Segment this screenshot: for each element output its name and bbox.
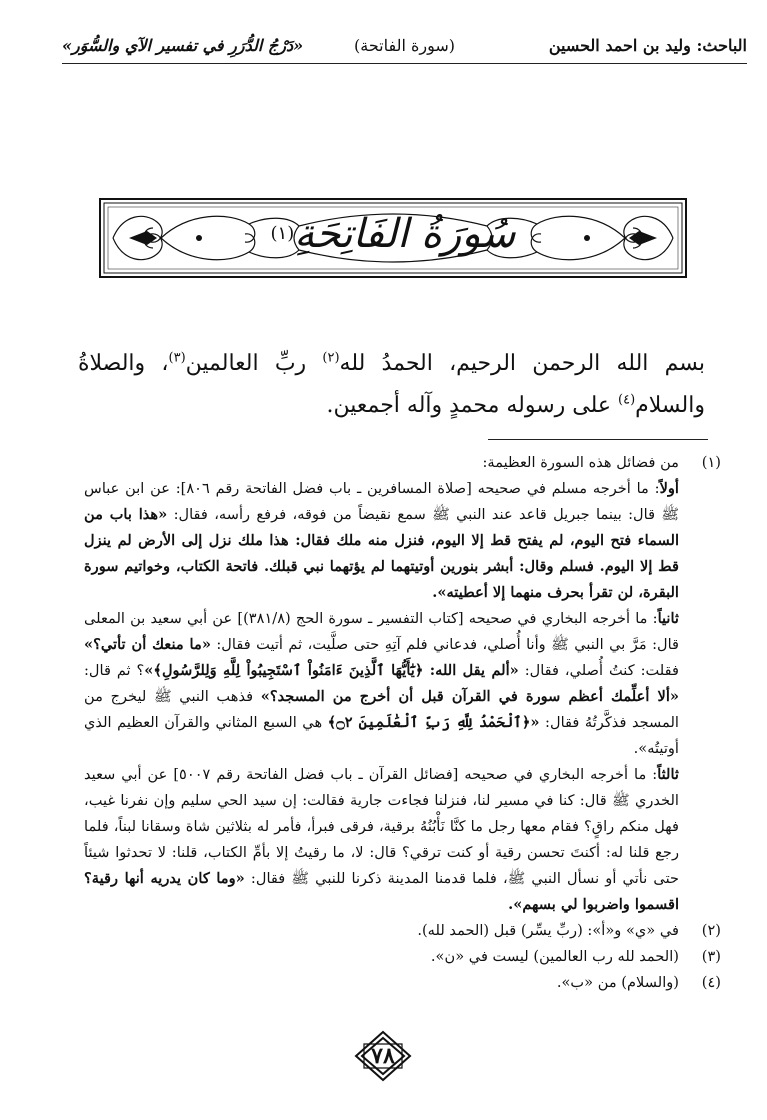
footnote-3-text: (الحمد لله رب العالمين) ليست في «ن». [430,948,679,965]
second-text-4: فذهب النبي ﷺ ليخرج من المسجد فذكَّرتُهُ فقال: [84,688,679,731]
footnote-3 [84,944,721,970]
footnote-2 [84,918,721,944]
third-label: ثالثاً [657,766,679,783]
footnote-1-second [84,606,679,762]
footnotes [84,450,721,996]
second-text-5: هي السبع المثاني والقرآن العظيم الذي أوتيتُه». [84,714,679,757]
surah-title-text: سُورَةُ الفَاتِحَةِ [294,211,516,257]
header-rule [62,63,747,64]
body-part-4: على رسوله محمدٍ وآله أجمعين. [326,393,619,418]
header-surah: (سورة الفاتحة) [354,36,455,55]
first-text: : ما أخرجه مسلم في صحيحه [صلاة المسافرين ـ باب فضل الفاتحة رقم ٨٠٦]: عن ابن عباس ﷺ قال: بينما جبريل قاعد عند النبي ﷺ سمع نقيضاً من فوقه، فرفع رأسه، فقال: [84,480,679,523]
body-part-2: ربِّ العالمين [185,351,323,376]
running-header [62,30,747,64]
opening-paragraph [78,343,705,427]
footnote-1-intro: من فضائل هذه السورة العظيمة: [482,454,679,471]
header-author: الباحث: وليد بن احمد الحسين [548,36,747,55]
footnote-ref-2: (٢) [322,350,340,366]
second-quote-2: «ألم يقل الله: ﴿يَٰٓأَيُّهَا ٱلَّذِينَ ءَامَنُواْ ٱسْتَجِيبُواْ لِلَّهِ وَلِلرَّسُولِ﴾» [144,662,519,679]
third-text: : ما أخرجه البخاري في صحيحه [فضائل القرآن ـ باب فضل الفاتحة رقم ٥٠٠٧] عن أبي سعيد الخدري ﷺ قال: كنا في مسير لنا، فنزلنا فجاءت جارية فقالت: إن سيد الحي سليم وإن نفرنا غيب، فهل منكم راقٍ؟ فقام معها رجل ما كنَّا نَأْبُنُهُ برقية، فرقى فبرأ، فأمر له بثلاثين شاة وسقانا لبناً، فلما رجع قلنا له: أكنتَ تحسن رقية أو كنت ترقي؟ قال: لا، ما رقيتُ إلا بأمِّ الكتاب، قلنا: لا تحدثوا شيئاً حتى نأتي أو نسأل النبي ﷺ، فلما قدمنا المدينة ذكرنا للنبي ﷺ فقال: [84,766,679,887]
header-book-title: «دَرْجُ الدُّرَرِ في تفسير الآي والسُّوَر» [62,36,304,55]
first-label: أولاً [659,480,679,497]
footnote-1-first [84,476,679,606]
footnote-number: (٣) [701,948,721,965]
footnote-4-text: (والسلام) من «ب». [556,974,679,991]
footnote-number: (٤) [701,974,721,991]
page-number [354,1030,412,1082]
third-hadith: «وما كان يدريه أنها رقية؟ اقسموا واضربوا لي بسهم». [84,870,679,913]
second-text-3: ؟ ثم قال: [84,662,145,679]
body-part-3: ، والصلاةُ والسلام [78,351,705,418]
second-quote-3: «ألا أعلِّمك أعظم سورة في القرآن قبل أن أخرج من المسجد؟» [260,688,679,705]
footnote-ref-3: (٣) [168,350,186,366]
second-label: ثانياً [657,610,679,627]
surah-title-footnote-ref: (١) [270,223,295,244]
footnote-ref-4: (٤) [618,392,636,408]
second-text-1: : ما أخرجه البخاري في صحيحه [كتاب التفسير ـ سورة الحج (٣٨١/٨)] عن أبي سعيد بن المعلى قال: مَرَّ بي النبي ﷺ وأنا أُصلي، فدعاني فلم آتِهِ حتى صلَّيت، ثم أتيت فقال: [84,610,680,653]
first-hadith: «هذا باب من السماء فتح اليوم، لم يفتح قط إلا اليوم، فنزل منه ملك فقال: هذا ملك نزل إلى الأرض لم ينزل قط إلا اليوم. فسلم وقال: أبشر بنورين أوتيتهما لم يؤتهما نبي قبلك. فاتحة الكتاب، وخواتيم سورة البقرة، لن تقرأ بحرف منهما إلا أعطيته». [84,506,679,601]
second-quote-1: «ما منعك أن تأتي؟» [84,636,211,653]
footnote-2-text: في «ي» و«أ»: (ربِّ يسِّر) قبل (الحمد لله). [417,922,679,939]
second-text-2: فقلت: كنتُ أُصلي، فقال: [518,662,680,679]
surah-title-frame [99,198,687,278]
footnote-separator [488,439,708,440]
footnote-4 [84,970,721,996]
footnote-number: (١) [701,454,721,471]
body-part-1: بسم الله الرحمن الرحيم، الحمدُ لله [339,351,706,376]
footnote-number: (٢) [701,922,721,939]
footnote-1 [84,450,721,918]
page-number-text: ٧٨ [371,1043,395,1069]
surah-title [99,212,687,256]
second-quote-4: «﴿ٱلْحَمْدُ لِلَّهِ رَبِّ ٱلْعَٰلَمِينَ ۝٢﴾ [327,714,540,731]
footnote-1-third [84,762,679,918]
